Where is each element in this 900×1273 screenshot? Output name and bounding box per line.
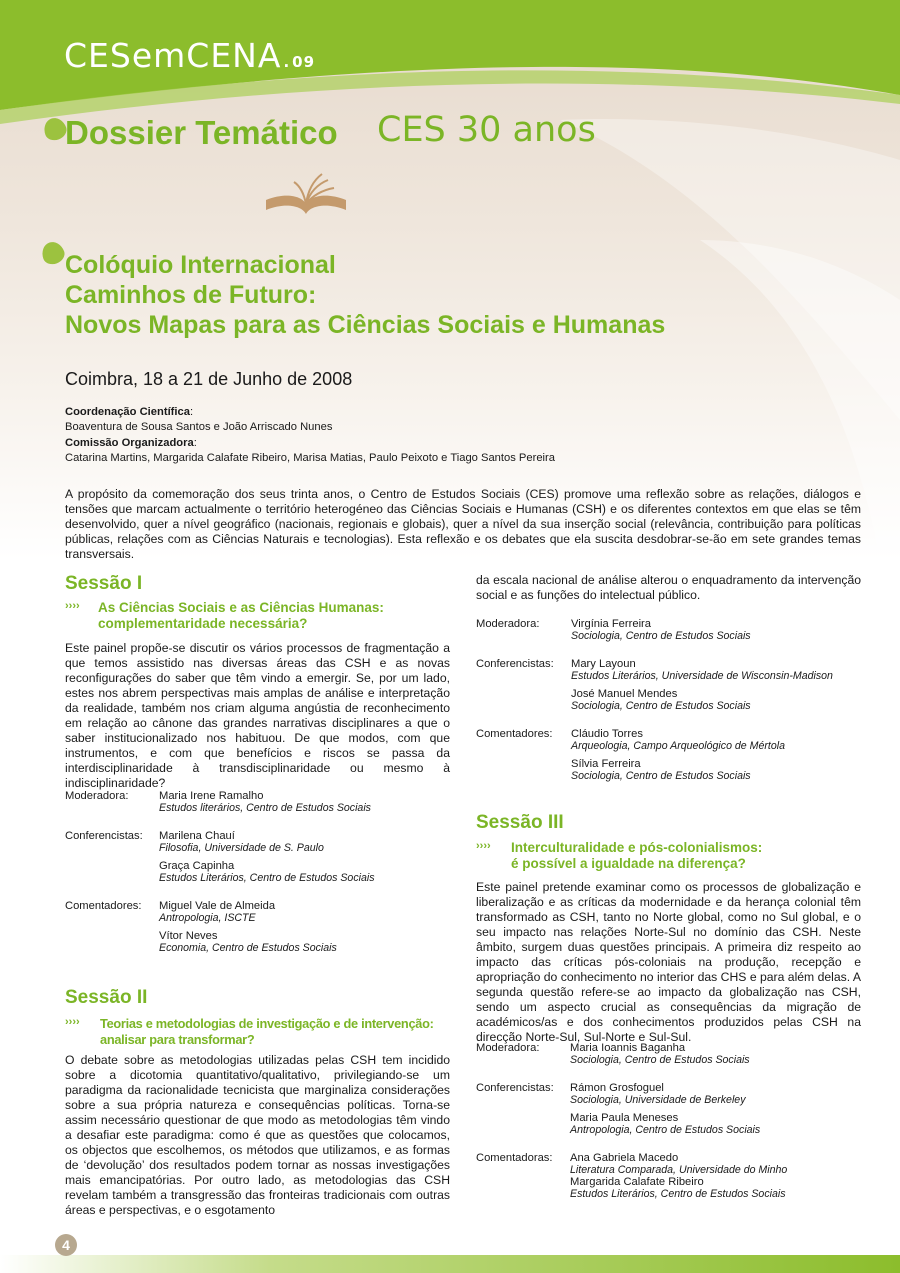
role-label: Moderadora: (476, 618, 540, 630)
section-title: Dossier Temático (65, 114, 338, 151)
colloquium-title (65, 250, 665, 340)
coord-label: Coordenação Científica (65, 406, 190, 418)
intro-paragraph: A propósito da comemoração dos seus trinta anos, o Centro de Estudos Sociais (CES) promove uma reflexão sobre as relações, diálogos e tensões que marcam actualmente o território heterogéneo das Ciências Sociais e Humanas (CSH) e os diferentes contextos em que elas se têm desenvolvido, quer a nível geográfico (nacionais, regionais e globais), quer a nível da sua inserção social (relevância, contribuição para políticas públicas, relações com as Ciências Naturais e tecnologias). Esta reflexão e os debates que ela suscita desdobrar-se-ão em sete grandes temas transversais. (65, 487, 861, 561)
person-name: José Manuel Mendes (571, 688, 678, 700)
person-name: Graça Capinha (159, 860, 235, 872)
person-name: Sílvia Ferreira (571, 758, 641, 770)
role-label: Comentadoras: (476, 1152, 553, 1164)
title-line: Caminhos de Futuro: (65, 281, 317, 309)
coordination-block: Coordenação Científica: Boaventura de Sousa Santos e João Arriscado Nunes Comissão Organizadora: Catarina Martins, Margarida Calafate Ribeiro, Marisa Matias, Paulo Peixoto e Tiago Santos Pereira (65, 406, 555, 464)
brand-year: 09 (292, 53, 316, 71)
person-name: Maria Ioannis Baganha (570, 1042, 686, 1054)
subtitle-line: Interculturalidade e pós-colonialismos: (511, 840, 763, 855)
person-affiliation: Estudos Literários, Centro de Estudos Sociais (159, 872, 375, 884)
role-label: Comentadores: (65, 900, 142, 912)
subtitle-line: complementaridade necessária? (98, 616, 308, 631)
person-name: Margarida Calafate Ribeiro (570, 1176, 704, 1188)
person-affiliation: Sociologia, Centro de Estudos Sociais (571, 700, 751, 712)
person-affiliation: Antropologia, Centro de Estudos Sociais (570, 1124, 761, 1136)
brand-name: CESemCENA (64, 36, 282, 75)
person-affiliation: Estudos Literários, Universidade de Wisconsin-Madison (571, 670, 833, 682)
place-date: Coimbra, 18 a 21 de Junho de 2008 (65, 369, 353, 389)
session-3-body: Este painel pretende examinar como os processos de globalização e liberalização e as críticas da modernidade e da herança colonial têm transformado as CSH, tanto no Norte global, como no Sul global, e o seu impacto nas relações Norte-Sul no domínio das CSH. Neste âmbito, surgem duas questões principais. A primeira diz respeito ao impacto das críticas pós-coloniais na produção, recepção e apropriação do conhecimento no interior das CHS e para além delas. A segunda questão refere-se ao impacto da globalização nas CSH, sendo um aspecto crucial as consequências da migração de académicos/as e dos conhecimentos produzidos pelas CSH na direcção Norte-Sul, Sul-Norte e Sul-Sul. (476, 880, 861, 1044)
person-name: Rámon Grosfoguel (570, 1082, 664, 1094)
person-name: Miguel Vale de Almeida (159, 900, 276, 912)
session-1-body: Este painel propõe-se discutir os vários processos de fragmentação a que temos assistido nas diversas áreas das CSH e as novas reconfigurações do saber que têm vindo a emergir. Se, por um lado, estes nos abrem perspectivas mais amplas de análise e interpretação da realidade, também nos criam alguma angústia de reconhecimento em relação ao cânone das grandes narrativas disciplinares a que o saber institucionalizado nos habituou. De que modos, com que instrumentos, e com que benefícios e riscos se passa da interdisciplinaridade à transdisciplinaridade ou mesmo à indisciplinaridade? (65, 641, 450, 790)
session-2-body: O debate sobre as metodologias utilizadas pelas CSH tem incidido sobre a dicotomia quantitativo/qualitativo, privilegiando-se um paradigma da racionalidade tecnicista que marginaliza considerações sobre a sua própria natureza e consequências políticas. Torna-se assim necessário questionar de que modo as metodologias têm vindo a desafiar este paradigma: como é que as questões que colocamos, os objectos que escolhemos, os métodos que utilizamos, e as formas de ‘devolução’ dos resultados podem tornar as nossas investigações mais emancipatórias. Por outro lado, as metodologias das CSH revelam também a transgressão das fronteiras tradicionais com outras áreas e perspectivas, e o esgotamento (65, 1053, 450, 1217)
person-name: Virgínia Ferreira (571, 618, 652, 630)
person-affiliation: Economia, Centro de Estudos Sociais (159, 942, 337, 954)
page-number: 4 (55, 1234, 77, 1256)
brand-logo: CESemCENA . 09 (64, 36, 316, 75)
person-name: Cláudio Torres (571, 728, 643, 740)
arrows-icon: ›››› (65, 1016, 80, 1028)
role-label: Conferencistas: (476, 658, 554, 670)
subtitle-line: analisar para transformar? (100, 1032, 255, 1047)
session-2-participants (476, 618, 876, 788)
person-name: Maria Paula Meneses (570, 1112, 679, 1124)
session-1-subtitle (65, 600, 465, 636)
session-2-body-continued: da escala nacional de análise alterou o enquadramento da intervenção social e as funções do intelectual público. (476, 573, 861, 602)
person-affiliation: Estudos Literários, Centro de Estudos Sociais (570, 1188, 786, 1200)
session-2-heading: Sessão II (65, 987, 148, 1008)
session-3-subtitle (476, 840, 876, 876)
person-affiliation: Sociologia, Centro de Estudos Sociais (571, 770, 751, 782)
person-affiliation: Literatura Comparada, Universidade do Minho (570, 1164, 788, 1176)
person-name: Mary Layoun (571, 658, 636, 670)
subtitle-line: é possível a igualdade na diferença? (511, 856, 746, 871)
person-affiliation: Antropologia, ISCTE (159, 912, 256, 924)
coord-names: Boaventura de Sousa Santos e João Arriscado Nunes (65, 421, 333, 433)
role-label: Moderadora: (476, 1042, 540, 1054)
subtitle-line: Teorias e metodologias de investigação e de intervenção: (100, 1016, 434, 1031)
role-label: Comentadores: (476, 728, 553, 740)
section-subtitle: CES 30 anos (377, 110, 596, 150)
person-affiliation: Filosofia, Universidade de S. Paulo (159, 842, 324, 854)
subtitle-line: As Ciências Sociais e as Ciências Humanas: (98, 600, 384, 615)
person-affiliation: Sociologia, Universidade de Berkeley (570, 1094, 746, 1106)
session-2-subtitle (65, 1016, 465, 1052)
session-3-heading: Sessão III (476, 812, 564, 833)
role-label: Conferencistas: (476, 1082, 554, 1094)
person-name: Maria Irene Ramalho (159, 790, 264, 802)
role-label: Moderadora: (65, 790, 129, 802)
person-affiliation: Sociologia, Centro de Estudos Sociais (570, 1054, 750, 1066)
person-affiliation: Sociologia, Centro de Estudos Sociais (571, 630, 751, 642)
open-book-icon (262, 170, 350, 216)
org-label: Comissão Organizadora (65, 437, 194, 449)
title-line: Novos Mapas para as Ciências Sociais e Humanas (65, 311, 666, 339)
person-name: Vítor Neves (159, 930, 218, 942)
title-line: Colóquio Internacional (65, 251, 336, 279)
session-3-participants (476, 1042, 876, 1212)
person-affiliation: Arqueologia, Campo Arqueológico de Mértola (571, 740, 785, 752)
session-1-participants (65, 790, 465, 960)
arrows-icon: ›››› (476, 840, 491, 852)
session-1-heading: Sessão I (65, 573, 143, 594)
arrows-icon: ›››› (65, 600, 80, 612)
role-label: Conferencistas: (65, 830, 143, 842)
person-name: Ana Gabriela Macedo (570, 1152, 679, 1164)
person-name: Marilena Chauí (159, 830, 235, 842)
org-names: Catarina Martins, Margarida Calafate Ribeiro, Marisa Matias, Paulo Peixoto e Tiago Santos Pereira (65, 452, 555, 464)
footer-bar (0, 1255, 900, 1273)
person-affiliation: Estudos literários, Centro de Estudos Sociais (159, 802, 371, 814)
